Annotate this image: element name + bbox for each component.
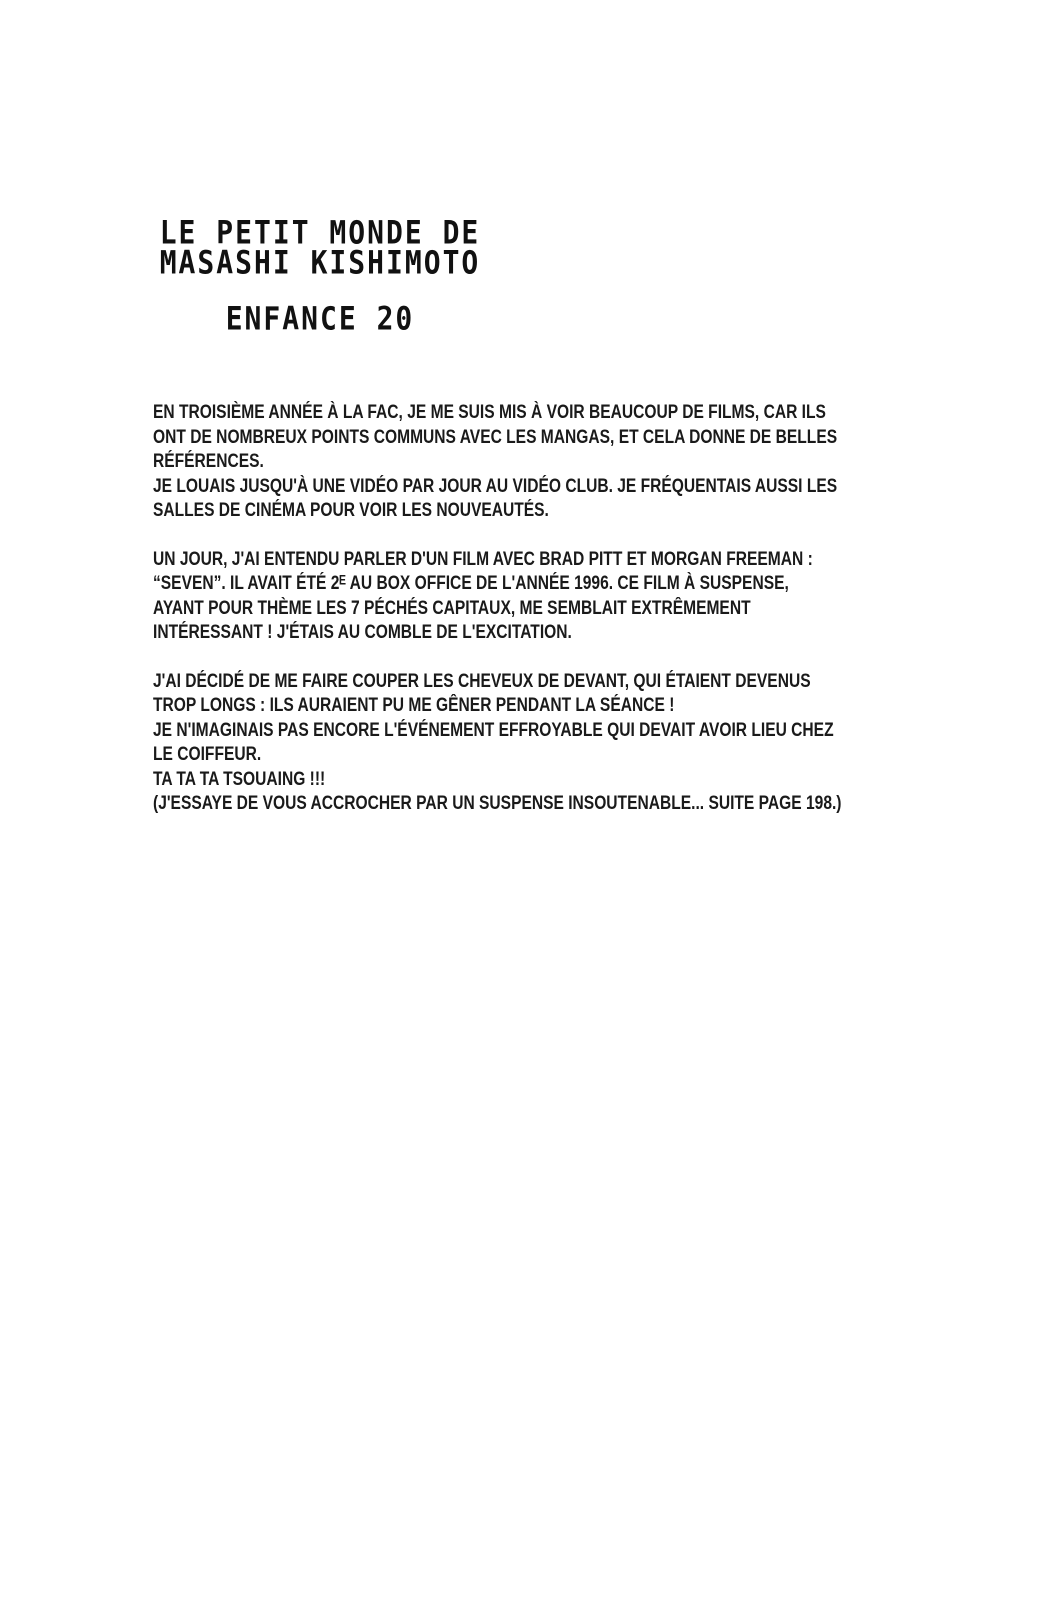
body-text (153, 401, 881, 841)
text-line: J'AI DÉCIDÉ DE ME FAIRE COUPER LES CHEVEUX DE DEVANT, QUI ÉTAIENT DEVENUS (153, 670, 811, 692)
text-line: ONT DE NOMBREUX POINTS COMMUNS AVEC LES MANGAS, ET CELA DONNE DE BELLES (153, 426, 838, 448)
text-line: INTÉRESSANT ! J'ÉTAIS AU COMBLE DE L'EXCITATION. (153, 622, 572, 643)
text-line: JE LOUAIS JUSQU'À UNE VIDÉO PAR JOUR AU VIDÉO CLUB. JE FRÉQUENTAIS AUSSI LES (153, 475, 838, 497)
text-line: RÉFÉRENCES. (153, 451, 264, 472)
text-line: AYANT POUR THÈME LES 7 PÉCHÉS CAPITAUX, ME SEMBLAIT EXTRÊMEMENT (153, 597, 751, 619)
text-line: SALLES DE CINÉMA POUR VOIR LES NOUVEAUTÉS. (153, 500, 549, 521)
page-title-block (155, 213, 485, 338)
paragraph-3 (153, 670, 881, 817)
title-line-1: LE PETIT MONDE DE (159, 213, 481, 252)
paragraph-1 (153, 401, 881, 524)
text-line: “SEVEN”. IL AVAIT ÉTÉ 2ᴱ AU BOX OFFICE DE L'ANNÉE 1996. CE FILM À SUSPENSE, (153, 573, 789, 594)
text-line: JE N'IMAGINAIS PAS ENCORE L'ÉVÉNEMENT EFFROYABLE QUI DEVAIT AVOIR LIEU CHEZ (153, 719, 834, 741)
title-line-2: MASASHI KISHIMOTO (159, 243, 481, 282)
text-line: EN TROISIÈME ANNÉE À LA FAC, JE ME SUIS MIS À VOIR BEAUCOUP DE FILMS, CAR ILS (153, 402, 826, 423)
chapter-subtitle: ENFANCE 20 (225, 299, 415, 338)
text-line: UN JOUR, J'AI ENTENDU PARLER D'UN FILM AVEC BRAD PITT ET MORGAN FREEMAN : (153, 548, 813, 570)
text-line: (J'ESSAYE DE VOUS ACCROCHER PAR UN SUSPENSE INSOUTENABLE... SUITE PAGE 198.) (153, 793, 842, 814)
paragraph-2 (153, 548, 881, 646)
text-line: LE COIFFEUR. (153, 744, 262, 765)
text-line: TROP LONGS : ILS AURAIENT PU ME GÊNER PENDANT LA SÉANCE ! (153, 695, 675, 716)
text-line: TA TA TA TSOUAING !!! (153, 768, 326, 790)
